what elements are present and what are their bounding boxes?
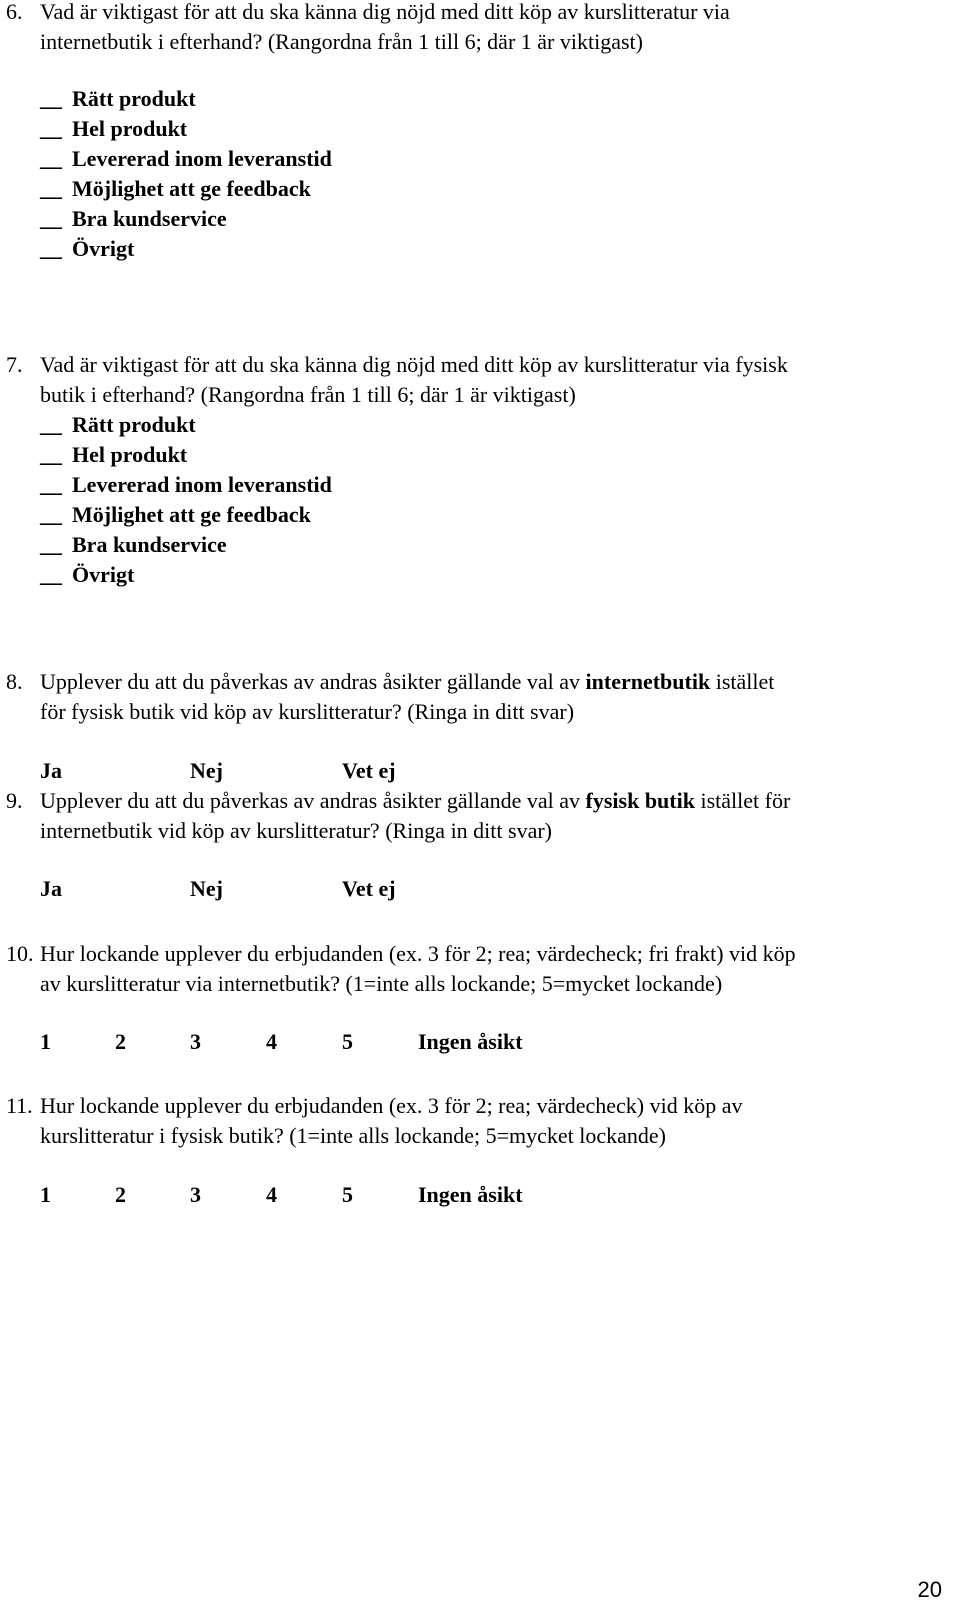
question-text: internetbutik i efterhand? (Rangordna från 1 till 6; där 1 är viktigast) bbox=[40, 29, 643, 54]
option-label: Rätt produkt bbox=[72, 412, 196, 437]
rank-blank[interactable]: __ bbox=[40, 236, 62, 261]
answer-choice[interactable]: Nej bbox=[190, 876, 223, 901]
rank-blank[interactable]: __ bbox=[40, 86, 62, 111]
question-8 bbox=[0, 667, 930, 727]
rank-blank[interactable]: __ bbox=[40, 502, 62, 527]
question-text-part: Upplever du att du påverkas av andras åsikter gällande val av bbox=[40, 669, 586, 694]
scale-option[interactable]: 4 bbox=[266, 1182, 277, 1207]
question-number: 7. bbox=[6, 352, 23, 377]
rank-blank[interactable]: __ bbox=[40, 146, 62, 171]
scale-option[interactable]: 1 bbox=[40, 1182, 51, 1207]
option-label: Hel produkt bbox=[72, 116, 188, 141]
emphasis-text: fysisk butik bbox=[585, 788, 695, 813]
scale-option-no-opinion[interactable]: Ingen åsikt bbox=[418, 1182, 523, 1207]
rank-blank[interactable]: __ bbox=[40, 532, 62, 557]
scale-option[interactable]: 3 bbox=[190, 1029, 201, 1054]
question-9 bbox=[0, 786, 930, 846]
option-label: Levererad inom leveranstid bbox=[72, 472, 332, 497]
question-text: Hur lockande upplever du erbjudanden (ex. 3 för 2; rea; värdecheck; fri frakt) vid köp bbox=[40, 941, 796, 966]
option-label: Bra kundservice bbox=[72, 206, 227, 231]
question-text: butik i efterhand? (Rangordna från 1 till 6; där 1 är viktigast) bbox=[40, 382, 576, 407]
option-label: Möjlighet att ge feedback bbox=[72, 176, 311, 201]
scale-option[interactable]: 3 bbox=[190, 1182, 201, 1207]
question-number: 8. bbox=[6, 669, 23, 694]
question-text-part: istället bbox=[710, 669, 775, 694]
question-6 bbox=[0, 0, 930, 57]
option-label: Hel produkt bbox=[72, 442, 188, 467]
question-10 bbox=[0, 939, 930, 999]
option-label: Övrigt bbox=[72, 236, 135, 261]
answer-choice[interactable]: Ja bbox=[40, 758, 62, 783]
page-number: 20 bbox=[917, 1577, 942, 1602]
question-number: 9. bbox=[6, 788, 23, 813]
option-label: Övrigt bbox=[72, 562, 135, 587]
answer-choice[interactable]: Ja bbox=[40, 876, 62, 901]
rating-scale-10 bbox=[0, 1027, 600, 1057]
scale-option[interactable]: 5 bbox=[342, 1182, 353, 1207]
question-text bbox=[40, 786, 790, 816]
question-number: 10. bbox=[6, 941, 34, 966]
rating-scale-11 bbox=[0, 1180, 600, 1210]
rank-blank[interactable]: __ bbox=[40, 412, 62, 437]
question-text: kurslitteratur i fysisk butik? (1=inte alls lockande; 5=mycket lockande) bbox=[40, 1123, 666, 1148]
question-number: 6. bbox=[6, 0, 23, 24]
answer-choices-8 bbox=[0, 756, 600, 786]
scale-option[interactable]: 5 bbox=[342, 1029, 353, 1054]
answer-choice[interactable]: Vet ej bbox=[342, 876, 396, 901]
question-7 bbox=[0, 350, 930, 410]
question-text: Hur lockande upplever du erbjudanden (ex. 3 för 2; rea; värdecheck) vid köp av bbox=[40, 1093, 743, 1118]
rank-blank[interactable]: __ bbox=[40, 442, 62, 467]
answer-choices-9 bbox=[0, 874, 600, 904]
rank-blank[interactable]: __ bbox=[40, 562, 62, 587]
answer-choice[interactable]: Vet ej bbox=[342, 758, 396, 783]
option-label: Levererad inom leveranstid bbox=[72, 146, 332, 171]
rank-blank[interactable]: __ bbox=[40, 472, 62, 497]
option-label: Möjlighet att ge feedback bbox=[72, 502, 311, 527]
rank-blank[interactable]: __ bbox=[40, 176, 62, 201]
option-label: Bra kundservice bbox=[72, 532, 227, 557]
question-text: Vad är viktigast för att du ska känna dig nöjd med ditt köp av kurslitteratur via bbox=[40, 0, 730, 24]
scale-option[interactable]: 2 bbox=[115, 1182, 126, 1207]
question-text bbox=[40, 667, 774, 697]
question-text-part: istället för bbox=[694, 788, 791, 813]
question-number: 11. bbox=[6, 1093, 33, 1118]
scale-option-no-opinion[interactable]: Ingen åsikt bbox=[418, 1029, 523, 1054]
question-11 bbox=[0, 1091, 930, 1151]
answer-choice[interactable]: Nej bbox=[190, 758, 223, 783]
scale-option[interactable]: 4 bbox=[266, 1029, 277, 1054]
question-text: Vad är viktigast för att du ska känna dig nöjd med ditt köp av kurslitteratur via fysisk bbox=[40, 352, 788, 377]
rank-blank[interactable]: __ bbox=[40, 116, 62, 141]
scale-option[interactable]: 2 bbox=[115, 1029, 126, 1054]
question-text-part: Upplever du att du påverkas av andras åsikter gällande val av bbox=[40, 788, 586, 813]
scale-option[interactable]: 1 bbox=[40, 1029, 51, 1054]
question-text: av kurslitteratur via internetbutik? (1=inte alls lockande; 5=mycket lockande) bbox=[40, 971, 723, 996]
question-text: för fysisk butik vid köp av kurslitteratur? (Ringa in ditt svar) bbox=[40, 699, 575, 724]
question-text: internetbutik vid köp av kurslitteratur? (Ringa in ditt svar) bbox=[40, 818, 552, 843]
emphasis-text: internetbutik bbox=[585, 669, 711, 694]
option-label: Rätt produkt bbox=[72, 86, 196, 111]
rank-blank[interactable]: __ bbox=[40, 206, 62, 231]
